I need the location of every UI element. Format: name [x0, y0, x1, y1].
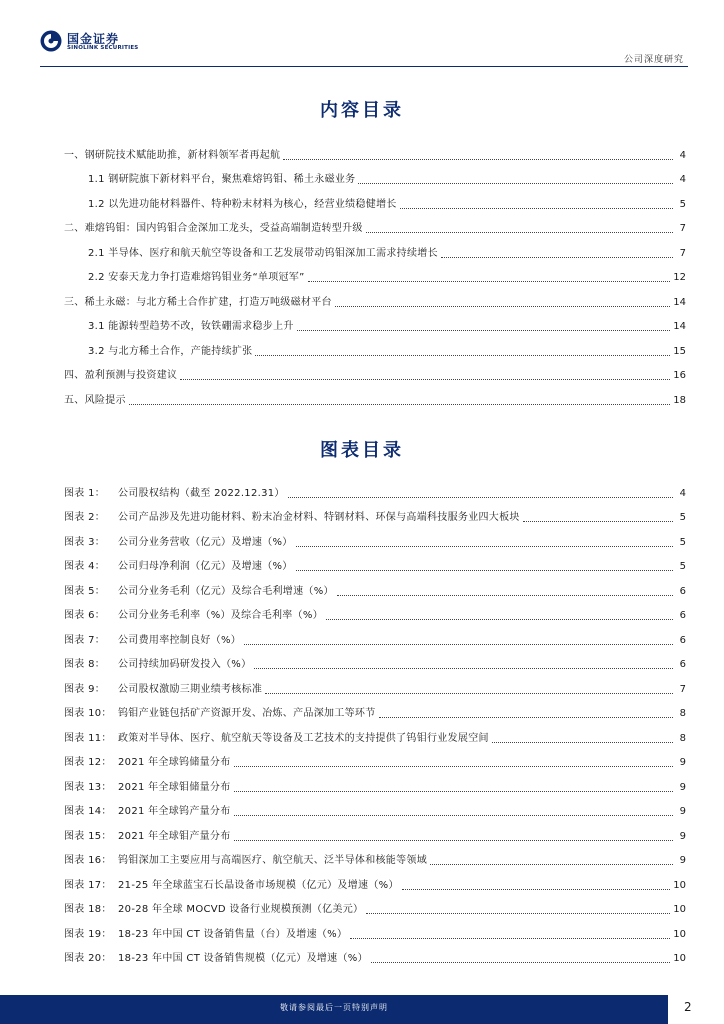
- entry-page-number: 12: [673, 272, 686, 283]
- entry-page-number: 5: [679, 536, 686, 548]
- figure-entry-label: 图表 1：: [64, 487, 106, 499]
- toc-entry[interactable]: [64, 312, 686, 337]
- figure-entry-title: [64, 903, 363, 919]
- toc-entry-title: 2.2 安泰天龙力争打造难熔钨钼业务“单项冠军”: [88, 272, 305, 283]
- figure-entry-title: [64, 560, 293, 576]
- entry-page-number: 8: [679, 732, 686, 744]
- figure-entry-title: [64, 805, 231, 821]
- entry-page-number: 4: [679, 487, 686, 499]
- dot-leader: [441, 257, 673, 258]
- entry-page-number: 4: [679, 149, 686, 161]
- dot-leader: [379, 717, 674, 718]
- entry-page-number: 9: [679, 806, 686, 817]
- toc-entry-title: 3.1 能源转型趋势不改，钕铁硼需求稳步上升: [88, 321, 294, 332]
- figure-entry-label: 图表 4：: [64, 561, 106, 572]
- figure-entry-title: [64, 683, 262, 699]
- toc-entry-title: 五、风险提示: [64, 394, 126, 406]
- toc-entry-title: 一、钢研院技术赋能助推，新材料领军者再起航: [64, 149, 281, 161]
- figure-entry-title: [64, 952, 368, 968]
- figure-entry-title: [64, 781, 231, 797]
- dot-leader: [366, 913, 670, 914]
- toc-entry-title: 三、稀土永磁：与北方稀土合作扩建，打造万吨级磁材平台: [64, 296, 332, 308]
- page-footer: [0, 995, 724, 1024]
- entry-page-number: 18: [673, 394, 686, 406]
- figure-entry[interactable]: [64, 944, 686, 969]
- dot-leader: [234, 791, 673, 792]
- figure-entry-title: [64, 854, 427, 870]
- figure-entry[interactable]: [64, 625, 686, 650]
- dot-leader: [400, 208, 673, 209]
- figure-entry[interactable]: [64, 870, 686, 895]
- footer-bar: [0, 995, 668, 1024]
- figures-title: 图表目录: [320, 440, 404, 461]
- figure-entry-label: 图表 6：: [64, 610, 106, 621]
- dot-leader: [254, 668, 673, 669]
- figure-entry[interactable]: [64, 723, 686, 748]
- figure-entry-label: 图表 9：: [64, 683, 106, 695]
- dot-leader: [129, 404, 670, 405]
- dot-leader: [180, 379, 670, 380]
- entry-page-number: 16: [673, 370, 686, 381]
- dot-leader: [366, 232, 673, 233]
- figure-entry-title: [64, 830, 231, 846]
- entry-page-number: 14: [673, 296, 686, 308]
- figure-entry[interactable]: [64, 674, 686, 699]
- figure-entry-label: 图表 2：: [64, 512, 106, 523]
- figure-entry-label: 图表 8：: [64, 659, 106, 670]
- figure-entry-title: [64, 634, 241, 650]
- dot-leader: [430, 864, 673, 865]
- figure-entry-title: [64, 756, 231, 772]
- figure-entry[interactable]: [64, 478, 686, 503]
- entry-page-number: 4: [679, 174, 686, 185]
- dot-leader: [335, 306, 670, 307]
- figure-entry-label: 图表 15：: [64, 830, 112, 842]
- figure-entry[interactable]: [64, 650, 686, 675]
- toc-entry-title: 1.2 以先进功能材料器件、特种粉末材料为核心，经营业绩稳健增长: [88, 198, 397, 210]
- figure-entry-title: [64, 536, 293, 552]
- dot-leader: [402, 889, 671, 890]
- dot-leader: [296, 570, 673, 571]
- figure-entry-label: 图表 14：: [64, 806, 112, 817]
- figure-entry[interactable]: [64, 919, 686, 944]
- figure-entry-title: [64, 658, 251, 674]
- entry-page-number: 7: [679, 247, 686, 259]
- dot-leader: [308, 281, 671, 282]
- figure-entry-label: 图表 3：: [64, 536, 106, 548]
- header-divider: [40, 66, 688, 67]
- logo-english-name: SINOLINK SECURITIES: [67, 45, 139, 51]
- figure-entry-title: [64, 879, 399, 895]
- figure-entry-title: [64, 609, 323, 625]
- logo-chinese-name: 国金证券: [67, 32, 120, 46]
- figure-entry-caption: 20-28 年全球 MOCVD 设备行业规模预测（亿美元）: [118, 904, 364, 915]
- figure-entry-caption: 2021 年全球钨产量分布: [118, 806, 231, 817]
- figure-entry-label: 图表 16：: [64, 855, 112, 866]
- figure-entry-caption: 公司分业务毛利率（%）及综合毛利率（%）: [118, 610, 324, 621]
- entry-page-number: 7: [679, 223, 686, 234]
- figure-entry[interactable]: [64, 503, 686, 528]
- figure-entry-label: 图表 11：: [64, 732, 112, 744]
- toc-entry-title: 1.1 钢研院旗下新材料平台，聚焦难熔钨钼、稀土永磁业务: [88, 174, 356, 185]
- figure-entry[interactable]: [64, 552, 686, 577]
- toc-entry-title: 二、难熔钨钼：国内钨钼合金深加工龙头，受益高端制造转型升级: [64, 223, 363, 234]
- dot-leader: [234, 840, 673, 841]
- figure-entry-caption: 公司分业务毛利（亿元）及综合毛利增速（%）: [118, 585, 334, 597]
- toc-entry[interactable]: [64, 385, 686, 410]
- entry-page-number: 6: [679, 659, 686, 670]
- toc-entry[interactable]: [64, 140, 686, 165]
- toc-entry[interactable]: [64, 214, 686, 239]
- dot-leader: [297, 330, 671, 331]
- entry-page-number: 5: [679, 198, 686, 210]
- entry-page-number: 15: [673, 345, 686, 357]
- figure-entry[interactable]: [64, 846, 686, 871]
- figure-entry-caption: 公司归母净利润（亿元）及增速（%）: [118, 561, 293, 572]
- entry-page-number: 10: [673, 953, 686, 964]
- figure-entry-label: 图表 7：: [64, 634, 106, 646]
- figure-entry-title: [64, 511, 520, 527]
- dot-leader: [358, 183, 673, 184]
- entry-page-number: 10: [673, 928, 686, 940]
- figure-entry-caption: 公司股权结构（截至 2022.12.31）: [118, 487, 285, 499]
- entry-page-number: 6: [679, 610, 686, 621]
- dot-leader: [288, 497, 673, 498]
- entry-page-number: 6: [679, 634, 686, 646]
- figure-entry[interactable]: [64, 772, 686, 797]
- figure-entry-title: [64, 707, 376, 723]
- figure-entry-title: [64, 732, 489, 748]
- toc-entry-title: 3.2 与北方稀土合作，产能持续扩张: [88, 345, 253, 357]
- figure-entry-caption: 公司股权激励三期业绩考核标准: [118, 683, 263, 695]
- entry-page-number: 10: [673, 904, 686, 915]
- figure-entry-title: [64, 487, 285, 503]
- figure-entry-caption: 公司分业务营收（亿元）及增速（%）: [118, 536, 293, 548]
- figure-entry-caption: 钨钼产业链包括矿产资源开发、冶炼、产品深加工等环节: [118, 708, 376, 719]
- figure-entry-title: [64, 585, 334, 601]
- figure-entry-caption: 公司持续加码研发投入（%）: [118, 659, 252, 670]
- figure-entry-label: 图表 17：: [64, 879, 112, 891]
- figure-entry-caption: 公司费用率控制良好（%）: [118, 634, 242, 646]
- sinolink-logo: [40, 30, 140, 56]
- entry-page-number: 8: [679, 708, 686, 719]
- dot-leader: [350, 938, 670, 939]
- dot-leader: [337, 595, 673, 596]
- report-type-label: 公司深度研究: [623, 55, 684, 65]
- figure-entry-caption: 18-23 年中国 CT 设备销售量（台）及增速（%）: [118, 928, 348, 940]
- figure-entry-caption: 21-25 年全球蓝宝石长晶设备市场规模（亿元）及增速（%）: [118, 879, 399, 891]
- figure-entry-label: 图表 5：: [64, 585, 106, 597]
- figure-entry-caption: 钨钼深加工主要应用与高端医疗、航空航天、泛半导体和核能等领域: [118, 855, 427, 866]
- dot-leader: [492, 742, 673, 743]
- dot-leader: [523, 521, 673, 522]
- entry-page-number: 10: [673, 879, 686, 891]
- figure-entry[interactable]: [64, 576, 686, 601]
- figure-entry-label: 图表 10：: [64, 708, 112, 719]
- figure-entry-caption: 2021 年全球钼储量分布: [118, 781, 231, 793]
- figure-entry-label: 图表 18：: [64, 904, 112, 915]
- figure-entry-caption: 政策对半导体、医疗、航空航天等设备及工艺技术的支持提供了钨钼行业发展空间: [118, 732, 489, 744]
- figure-entry-caption: 2021 年全球钼产量分布: [118, 830, 231, 842]
- entry-page-number: 5: [679, 561, 686, 572]
- dot-leader: [265, 693, 673, 694]
- entry-page-number: 9: [679, 781, 686, 793]
- figure-entry-label: 图表 20：: [64, 953, 112, 964]
- dot-leader: [296, 546, 673, 547]
- dot-leader: [283, 159, 673, 160]
- entry-page-number: 14: [673, 321, 686, 332]
- toc-entry[interactable]: [64, 336, 686, 361]
- figure-entry[interactable]: [64, 821, 686, 846]
- toc-entry[interactable]: [64, 238, 686, 263]
- dot-leader: [234, 766, 673, 767]
- figure-entry-label: 图表 19：: [64, 928, 112, 940]
- figure-entry[interactable]: [64, 527, 686, 552]
- entry-page-number: 6: [679, 585, 686, 597]
- sinolink-logo-icon: [40, 30, 62, 52]
- figure-entry[interactable]: [64, 895, 686, 920]
- page-header: [0, 0, 724, 70]
- figure-entry-caption: 公司产品涉及先进功能材料、粉末冶金材料、特钢材料、环保与高端科技服务业四大板块: [118, 512, 520, 523]
- list-of-figures: [64, 478, 686, 968]
- toc-entry[interactable]: [64, 263, 686, 288]
- dot-leader: [371, 962, 670, 963]
- entry-page-number: 9: [679, 830, 686, 842]
- toc-entry[interactable]: [64, 287, 686, 312]
- dot-leader: [326, 619, 673, 620]
- figure-entry-label: 图表 13：: [64, 781, 112, 793]
- table-of-contents: [64, 140, 686, 410]
- toc-entry[interactable]: [64, 361, 686, 386]
- toc-entry-title: 四、盈利预测与投资建议: [64, 370, 178, 381]
- toc-entry[interactable]: [64, 165, 686, 190]
- toc-entry-title: 2.1 半导体、医疗和航天航空等设备和工艺发展带动钨钼深加工需求持续增长: [88, 247, 438, 259]
- toc-entry[interactable]: [64, 189, 686, 214]
- entry-page-number: 5: [679, 512, 686, 523]
- figure-entry[interactable]: [64, 699, 686, 724]
- entry-page-number: 9: [679, 855, 686, 866]
- figure-entry[interactable]: [64, 601, 686, 626]
- figure-entry[interactable]: [64, 797, 686, 822]
- figure-entry[interactable]: [64, 748, 686, 773]
- page-number: 2: [684, 1000, 692, 1014]
- contents-title: 内容目录: [320, 100, 404, 121]
- dot-leader: [234, 815, 673, 816]
- entry-page-number: 9: [679, 757, 686, 768]
- figure-entry-label: 图表 12：: [64, 757, 112, 768]
- dot-leader: [244, 644, 673, 645]
- disclaimer-note: 敬请参阅最后一页特别声明: [280, 1003, 388, 1012]
- figure-entry-caption: 2021 年全球钨储量分布: [118, 757, 231, 768]
- entry-page-number: 7: [679, 683, 686, 695]
- figure-entry-caption: 18-23 年中国 CT 设备销售规模（亿元）及增速（%）: [118, 953, 368, 964]
- dot-leader: [255, 355, 670, 356]
- figure-entry-title: [64, 928, 347, 944]
